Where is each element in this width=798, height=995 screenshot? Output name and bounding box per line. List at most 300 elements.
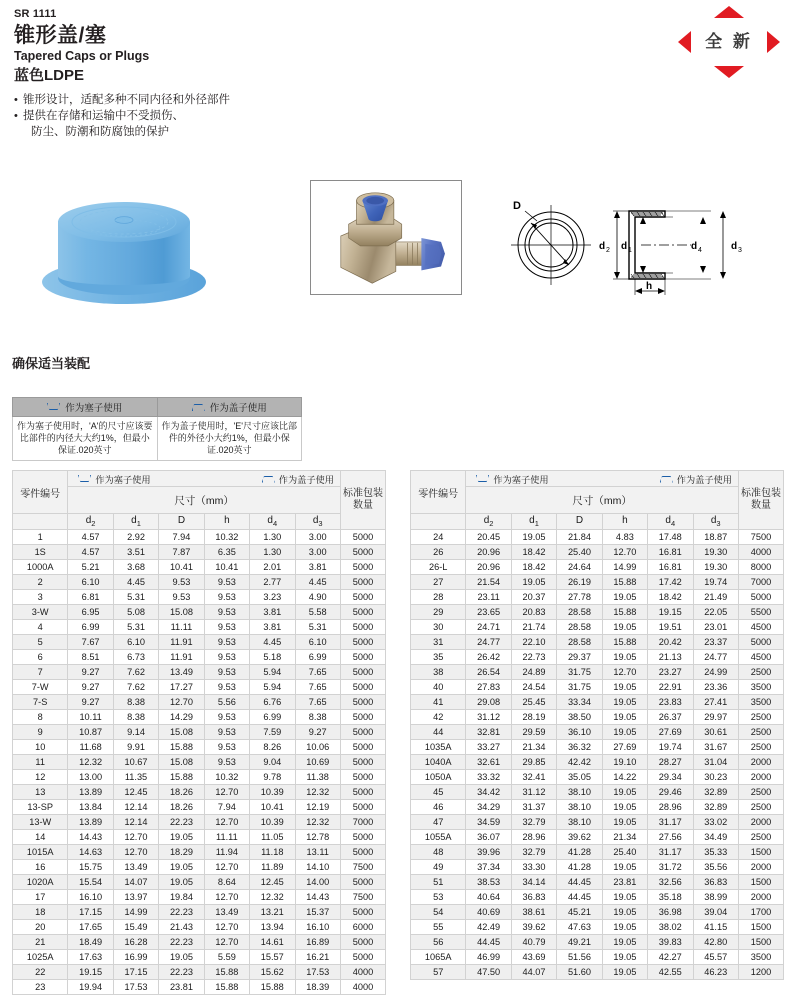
table-row (13, 875, 386, 890)
cell-dimension: 18.87 (693, 530, 738, 545)
table-row (13, 905, 386, 920)
cell-part-number: 1050A (411, 770, 466, 785)
fit-guide-header-plug (13, 398, 158, 417)
cell-dimension: 10.32 (204, 770, 249, 785)
cell-dimension: 5.31 (113, 620, 158, 635)
cell-dimension: 3.00 (295, 545, 340, 560)
cell-dimension: 8.38 (113, 695, 158, 710)
cell-dimension: 21.54 (466, 575, 511, 590)
col-header-d2: $d_2$ (68, 514, 113, 530)
cell-pack-qty: 5000 (340, 770, 385, 785)
cell-dimension: 19.10 (602, 755, 647, 770)
cell-dimension: 29.37 (557, 650, 602, 665)
fit-guide-heading: 确保适当装配 (12, 356, 91, 371)
table-row (411, 845, 784, 860)
cell-dimension: 17.53 (295, 965, 340, 980)
cell-dimension: 33.30 (511, 860, 556, 875)
cell-dimension: 24.77 (693, 650, 738, 665)
cell-pack-qty: 5000 (340, 635, 385, 650)
cell-dimension: 11.94 (204, 845, 249, 860)
cell-pack-qty: 2500 (738, 785, 783, 800)
cell-dimension: 19.05 (602, 710, 647, 725)
table-row (411, 755, 784, 770)
cell-part-number: 31 (411, 635, 466, 650)
cell-dimension: 12.78 (295, 830, 340, 845)
cell-pack-qty: 1200 (738, 965, 783, 980)
cell-pack-qty: 5000 (340, 875, 385, 890)
fit-guide-body-row (13, 417, 302, 461)
cell-dimension: 8.38 (295, 710, 340, 725)
cell-part-number: 13-SP (13, 800, 68, 815)
cell-dimension: 14.43 (68, 830, 113, 845)
table-row (13, 575, 386, 590)
cell-dimension: 27.83 (466, 680, 511, 695)
cell-pack-qty: 5000 (340, 800, 385, 815)
cell-dimension: 24.89 (511, 665, 556, 680)
cell-dimension: 14.07 (113, 875, 158, 890)
cell-dimension: 21.74 (511, 620, 556, 635)
fit-guide-table (12, 397, 302, 461)
cell-dimension: 36.83 (693, 875, 738, 890)
cell-pack-qty: 2500 (738, 740, 783, 755)
cell-dimension: 19.05 (159, 875, 204, 890)
cell-dimension: 9.04 (250, 755, 295, 770)
material-label: 蓝色LDPE (14, 67, 85, 84)
cell-dimension: 9.53 (204, 620, 249, 635)
cell-dimension: 34.29 (466, 800, 511, 815)
dimensions-table-left-wrapper (12, 470, 386, 995)
table-row (13, 665, 386, 680)
cell-dimension: 34.59 (466, 815, 511, 830)
cell-dimension: 7.62 (113, 680, 158, 695)
cell-dimension: 1.30 (250, 545, 295, 560)
cell-dimension: 6.10 (295, 635, 340, 650)
cell-dimension: 5.56 (204, 695, 249, 710)
cell-dimension: 23.65 (466, 605, 511, 620)
cell-pack-qty: 2000 (738, 770, 783, 785)
usage-plug-label: 作为塞子使用 (493, 474, 549, 485)
cell-dimension: 28.19 (511, 710, 556, 725)
plug-icon (476, 475, 489, 483)
cell-dimension: 38.99 (693, 890, 738, 905)
cell-dimension: 22.10 (511, 635, 556, 650)
cell-dimension: 6.10 (113, 635, 158, 650)
cell-dimension: 22.91 (648, 680, 693, 695)
cell-dimension: 19.05 (602, 905, 647, 920)
fit-guide-body-cap: 作为盖子使用时，'E'尺寸应该比部件的外径小大约1%，但最小保证.020英寸 (157, 417, 302, 461)
cell-dimension: 12.70 (159, 695, 204, 710)
cell-dimension: 19.05 (602, 815, 647, 830)
cell-pack-qty: 5000 (340, 605, 385, 620)
table-row (13, 890, 386, 905)
cell-dimension: 4.45 (113, 575, 158, 590)
table-row (13, 800, 386, 815)
cell-dimension: 12.70 (602, 665, 647, 680)
cell-dimension: 26.19 (557, 575, 602, 590)
cell-part-number: 35 (411, 650, 466, 665)
cell-dimension: 40.64 (466, 890, 511, 905)
col-header-pack-qty (340, 471, 385, 530)
cell-dimension: 26.54 (466, 665, 511, 680)
cell-dimension: 6.76 (250, 695, 295, 710)
diagram-label-D: D (513, 200, 521, 212)
cell-part-number: 1000A (13, 560, 68, 575)
cell-dimension: 13.00 (68, 770, 113, 785)
cell-dimension: 36.98 (648, 905, 693, 920)
table-row (411, 560, 784, 575)
table-row (13, 755, 386, 770)
cell-dimension: 7.67 (68, 635, 113, 650)
cell-dimension: 10.39 (250, 815, 295, 830)
cell-dimension: 39.62 (511, 920, 556, 935)
cell-part-number: 10 (13, 740, 68, 755)
cell-dimension: 4.57 (68, 545, 113, 560)
table-row (13, 830, 386, 845)
cell-part-number: 46 (411, 800, 466, 815)
cell-dimension: 5.18 (250, 650, 295, 665)
cell-dimension: 16.81 (648, 560, 693, 575)
cell-dimension: 9.27 (68, 665, 113, 680)
cell-dimension: 19.05 (602, 620, 647, 635)
table-row (411, 800, 784, 815)
cell-dimension: 25.45 (511, 695, 556, 710)
cell-dimension: 39.96 (466, 845, 511, 860)
cell-dimension: 21.49 (693, 590, 738, 605)
cell-dimension: 18.29 (159, 845, 204, 860)
cell-dimension: 9.27 (68, 695, 113, 710)
cell-dimension: 6.35 (204, 545, 249, 560)
table-row (13, 620, 386, 635)
cell-pack-qty: 4000 (340, 965, 385, 980)
table-row (13, 980, 386, 995)
cell-dimension: 17.65 (68, 920, 113, 935)
cell-dimension: 12.19 (295, 800, 340, 815)
cell-dimension: 17.15 (113, 965, 158, 980)
cell-dimension: 33.27 (466, 740, 511, 755)
cell-pack-qty: 8000 (738, 560, 783, 575)
product-photo-cap (12, 178, 242, 313)
cell-dimension: 33.32 (466, 770, 511, 785)
cell-dimension: 12.45 (113, 785, 158, 800)
cell-dimension: 19.05 (602, 965, 647, 980)
cell-dimension: 11.38 (295, 770, 340, 785)
dimensions-table-right-wrapper (410, 470, 784, 980)
col-header-part-number: 零件编号 (13, 471, 68, 514)
cell-dimension: 4.83 (602, 530, 647, 545)
cell-dimension: 19.05 (602, 680, 647, 695)
fit-guide-body-plug: 作为塞子使用时，'A'的尺寸应该要比部件的内径大大约1%，但最小保证.020英寸 (13, 417, 158, 461)
cell-dimension: 5.59 (204, 950, 249, 965)
cell-dimension: 31.17 (648, 845, 693, 860)
cell-pack-qty: 2000 (738, 755, 783, 770)
cell-dimension: 26.42 (466, 650, 511, 665)
cell-dimension: 42.49 (466, 920, 511, 935)
cell-dimension: 6.95 (68, 605, 113, 620)
cell-dimension: 10.87 (68, 725, 113, 740)
cell-dimension: 38.10 (557, 785, 602, 800)
cell-dimension: 18.49 (68, 935, 113, 950)
feature-bullet-list (14, 92, 654, 140)
cell-dimension: 19.05 (602, 890, 647, 905)
cell-dimension: 41.15 (693, 920, 738, 935)
cell-dimension: 28.58 (557, 620, 602, 635)
cell-dimension: 23.81 (159, 980, 204, 995)
cell-part-number: 44 (411, 725, 466, 740)
col-header-d1: $d_1$ (511, 514, 556, 530)
col-header-D: D (557, 514, 602, 530)
cell-part-number: 1025A (13, 950, 68, 965)
cell-dimension: 38.10 (557, 815, 602, 830)
bullet-text (23, 108, 654, 140)
cell-dimension: 19.05 (602, 950, 647, 965)
table-row (411, 890, 784, 905)
cell-part-number: 38 (411, 665, 466, 680)
cell-dimension: 2.01 (250, 560, 295, 575)
cell-dimension: 46.23 (693, 965, 738, 980)
table-row (411, 650, 784, 665)
table-row (411, 635, 784, 650)
cell-dimension: 29.46 (648, 785, 693, 800)
table-row (411, 620, 784, 635)
cell-pack-qty: 7000 (738, 575, 783, 590)
cell-dimension: 5.31 (295, 620, 340, 635)
cell-dimension: 49.21 (557, 935, 602, 950)
cell-pack-qty: 4000 (340, 980, 385, 995)
cell-dimension: 45.21 (557, 905, 602, 920)
pack-qty-line-2: 数量 (750, 500, 771, 511)
cell-dimension: 20.83 (511, 605, 556, 620)
cell-dimension: 14.99 (113, 905, 158, 920)
cell-dimension: 35.56 (693, 860, 738, 875)
cell-dimension: 15.88 (159, 770, 204, 785)
pack-qty-line-1: 标准包装 (740, 488, 781, 499)
diagram-label-d1-sub: 1 (628, 247, 632, 254)
cell-dimension: 8.38 (113, 710, 158, 725)
cell-dimension: 18.42 (648, 590, 693, 605)
cell-dimension: 11.11 (159, 620, 204, 635)
plug-icon (47, 403, 60, 411)
cell-dimension: 19.05 (602, 695, 647, 710)
cell-dimension: 12.70 (113, 845, 158, 860)
cell-pack-qty: 4500 (738, 650, 783, 665)
cell-dimension: 23.36 (693, 680, 738, 695)
cell-pack-qty: 7000 (340, 815, 385, 830)
table-row (13, 950, 386, 965)
cell-dimension: 23.01 (693, 620, 738, 635)
bullet-dot-icon: • (14, 94, 18, 106)
cell-part-number: 17 (13, 890, 68, 905)
cell-dimension: 9.53 (204, 575, 249, 590)
cell-dimension: 17.15 (68, 905, 113, 920)
cell-dimension: 32.61 (466, 755, 511, 770)
cell-pack-qty: 4000 (738, 545, 783, 560)
cell-dimension: 29.34 (648, 770, 693, 785)
cell-dimension: 19.05 (602, 920, 647, 935)
usage-cap-label: 作为盖子使用 (278, 474, 334, 485)
cell-dimension: 9.27 (295, 725, 340, 740)
usage-cap-group (258, 472, 334, 486)
cell-dimension: 29.08 (466, 695, 511, 710)
diagram-label-d4: d (691, 241, 698, 252)
cell-dimension: 20.37 (511, 590, 556, 605)
table-row (411, 920, 784, 935)
cell-dimension: 2.92 (113, 530, 158, 545)
cell-dimension: 33.34 (557, 695, 602, 710)
cell-dimension: 9.78 (250, 770, 295, 785)
cell-pack-qty: 3500 (738, 950, 783, 965)
cell-pack-qty: 7500 (738, 530, 783, 545)
cell-dimension: 3.23 (250, 590, 295, 605)
table-row (411, 815, 784, 830)
table-header-row-use (13, 471, 386, 487)
cell-dimension: 27.78 (557, 590, 602, 605)
cell-part-number: 7-W (13, 680, 68, 695)
cell-dimension: 47.50 (466, 965, 511, 980)
cell-part-number: 55 (411, 920, 466, 935)
cell-dimension: 9.53 (204, 590, 249, 605)
col-header-h: h (204, 514, 249, 530)
cell-dimension: 30.23 (693, 770, 738, 785)
cell-dimension: 42.55 (648, 965, 693, 980)
cell-part-number: 22 (13, 965, 68, 980)
cell-dimension: 13.49 (159, 665, 204, 680)
cell-part-number: 54 (411, 905, 466, 920)
cell-dimension: 9.53 (204, 665, 249, 680)
cell-dimension: 27.56 (648, 830, 693, 845)
cell-pack-qty: 5000 (340, 740, 385, 755)
cell-dimension: 8.64 (204, 875, 249, 890)
cell-part-number: 42 (411, 710, 466, 725)
table-row (411, 545, 784, 560)
cell-dimension: 19.74 (648, 740, 693, 755)
cell-part-number: 28 (411, 590, 466, 605)
table-row (411, 740, 784, 755)
cell-dimension: 24.71 (466, 620, 511, 635)
table-row (411, 725, 784, 740)
cell-part-number: 20 (13, 920, 68, 935)
cell-dimension: 46.99 (466, 950, 511, 965)
cell-part-number: 8 (13, 710, 68, 725)
cell-dimension: 38.02 (648, 920, 693, 935)
cell-dimension: 7.62 (113, 665, 158, 680)
cell-pack-qty: 5000 (340, 545, 385, 560)
cell-dimension: 20.42 (648, 635, 693, 650)
cell-dimension: 19.84 (159, 890, 204, 905)
col-header-d4: $d_4$ (250, 514, 295, 530)
list-item (14, 92, 654, 108)
cell-dimension: 42.27 (648, 950, 693, 965)
cell-part-number: 11 (13, 755, 68, 770)
cell-dimension: 43.69 (511, 950, 556, 965)
cell-part-number: 9 (13, 725, 68, 740)
cell-dimension: 15.88 (602, 635, 647, 650)
cell-dimension: 13.49 (204, 905, 249, 920)
cell-dimension: 36.32 (557, 740, 602, 755)
cell-dimension: 15.75 (68, 860, 113, 875)
cell-part-number: 1040A (411, 755, 466, 770)
cell-dimension: 44.45 (557, 890, 602, 905)
table-row (411, 605, 784, 620)
cell-dimension: 6.10 (68, 575, 113, 590)
cell-pack-qty: 5000 (340, 695, 385, 710)
cell-dimension: 6.81 (68, 590, 113, 605)
table-row (13, 860, 386, 875)
cell-dimension: 9.53 (204, 740, 249, 755)
cell-dimension: 22.23 (159, 905, 204, 920)
cell-part-number: 49 (411, 860, 466, 875)
table-header-row-symbols (411, 514, 784, 530)
cell-dimension: 2.77 (250, 575, 295, 590)
cell-dimension: 12.45 (250, 875, 295, 890)
cell-dimension: 5.21 (68, 560, 113, 575)
col-header-part-number-spacer (13, 514, 68, 530)
triangle-up-icon (714, 6, 744, 18)
cell-dimension: 28.96 (511, 830, 556, 845)
cell-pack-qty: 3500 (738, 695, 783, 710)
cell-dimension: 11.18 (250, 845, 295, 860)
cell-dimension: 24.99 (693, 665, 738, 680)
cell-pack-qty: 5000 (340, 950, 385, 965)
cell-part-number: 26 (411, 545, 466, 560)
usage-cap-group (656, 472, 732, 486)
cell-dimension: 12.32 (250, 890, 295, 905)
cell-part-number: 3-W (13, 605, 68, 620)
cell-dimension: 26.37 (648, 710, 693, 725)
cell-part-number: 7-S (13, 695, 68, 710)
cell-dimension: 23.83 (648, 695, 693, 710)
cell-dimension: 5.94 (250, 665, 295, 680)
cell-dimension: 31.04 (693, 755, 738, 770)
cell-dimension: 11.89 (250, 860, 295, 875)
cell-dimension: 40.69 (466, 905, 511, 920)
cell-dimension: 24.54 (511, 680, 556, 695)
cell-dimension: 3.00 (295, 530, 340, 545)
cell-dimension: 12.70 (602, 545, 647, 560)
table-row (13, 965, 386, 980)
cell-dimension: 23.27 (648, 665, 693, 680)
dimensions-table-right-body (411, 530, 784, 980)
list-item (14, 108, 654, 140)
cell-dimension: 5.08 (113, 605, 158, 620)
cell-part-number: 7 (13, 665, 68, 680)
cell-dimension: 9.53 (204, 755, 249, 770)
cell-part-number: 57 (411, 965, 466, 980)
cell-dimension: 14.10 (295, 860, 340, 875)
cell-dimension: 9.53 (204, 650, 249, 665)
cell-dimension: 19.05 (602, 860, 647, 875)
cell-dimension: 5.31 (113, 590, 158, 605)
usage-plug-label: 作为塞子使用 (95, 474, 151, 485)
col-header-part-number: 零件编号 (411, 471, 466, 514)
cell-pack-qty: 5000 (340, 845, 385, 860)
cell-part-number: 51 (411, 875, 466, 890)
new-product-badge (672, 6, 786, 78)
cell-dimension: 7.65 (295, 680, 340, 695)
cell-dimension: 15.57 (250, 950, 295, 965)
cell-dimension: 9.27 (68, 680, 113, 695)
cell-dimension: 10.39 (250, 785, 295, 800)
table-row (411, 530, 784, 545)
cell-dimension: 32.79 (511, 845, 556, 860)
cell-pack-qty: 2500 (738, 665, 783, 680)
cell-pack-qty: 7500 (340, 860, 385, 875)
cell-dimension: 19.15 (68, 965, 113, 980)
diagram-label-d2: d (599, 241, 606, 252)
cell-dimension: 15.54 (68, 875, 113, 890)
cell-dimension: 10.41 (204, 560, 249, 575)
cell-dimension: 15.62 (250, 965, 295, 980)
cell-dimension: 12.70 (204, 860, 249, 875)
